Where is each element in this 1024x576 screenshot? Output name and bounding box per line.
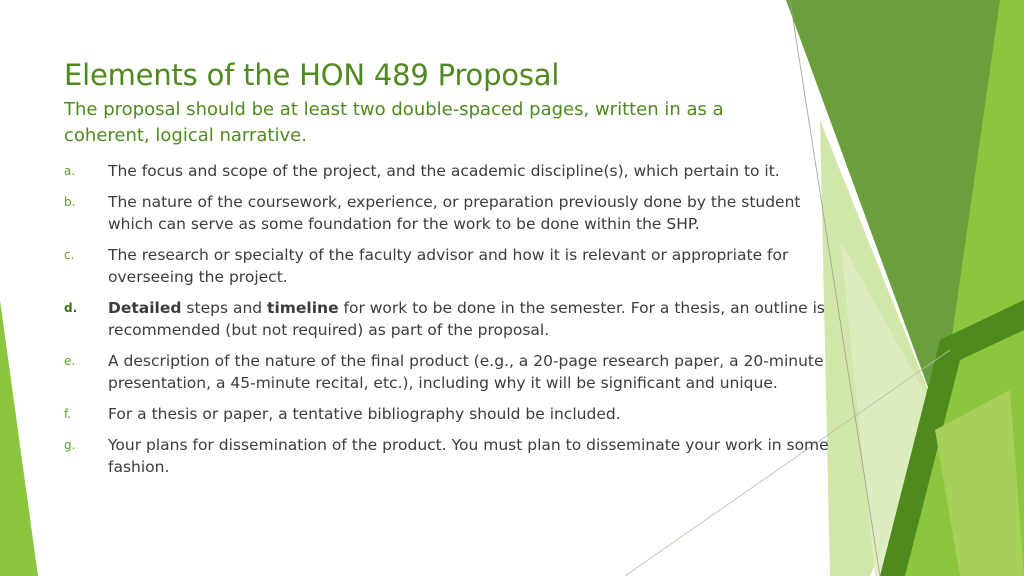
text-segment: steps and (181, 299, 268, 317)
list-marker: c. (64, 248, 75, 262)
requirements-list (64, 160, 834, 487)
list-item-text: The focus and scope of the project, and the academic discipline(s), which pertain to it. (108, 162, 780, 180)
list-marker: g. (64, 438, 76, 452)
text-segment: for work to be done in the semester. For a thesis, an outline is recommended (but not required) as part of the proposal. (108, 299, 825, 339)
list-item-text (108, 297, 834, 341)
emphasis-timeline: timeline (267, 299, 339, 317)
list-marker: e. (64, 354, 76, 368)
list-item (64, 350, 834, 394)
list-item (64, 244, 834, 288)
list-marker: b. (64, 195, 76, 209)
facet-left-bottom (0, 300, 38, 576)
emphasis-detailed: Detailed (108, 299, 182, 317)
list-marker: a. (64, 164, 76, 178)
list-item (64, 403, 834, 425)
list-item-text: The nature of the coursework, experience, or preparation previously done by the student which can serve as some foundation for the work to be done within the SHP. (108, 193, 801, 233)
list-item (64, 160, 834, 182)
list-item (64, 297, 834, 341)
list-marker: d. (64, 301, 78, 315)
slide-title: Elements of the HON 489 Proposal (64, 58, 560, 92)
list-item (64, 191, 834, 235)
list-item-text: For a thesis or paper, a tentative bibliography should be included. (108, 405, 621, 423)
list-marker: f. (64, 407, 72, 421)
list-item-text: A description of the nature of the final product (e.g., a 20-page research paper, a 20-minute presentation, a 45-minute recital, etc.), including why it will be significant and unique. (108, 352, 824, 392)
list-item-text: The research or specialty of the faculty advisor and how it is relevant or appropriate for overseeing the project. (108, 246, 789, 286)
list-item (64, 434, 834, 478)
list-item-text: Your plans for dissemination of the product. You must plan to disseminate your work in some fashion. (108, 436, 829, 476)
slide-subtitle: The proposal should be at least two double-spaced pages, written in as a coherent, logical narrative. (64, 99, 724, 146)
